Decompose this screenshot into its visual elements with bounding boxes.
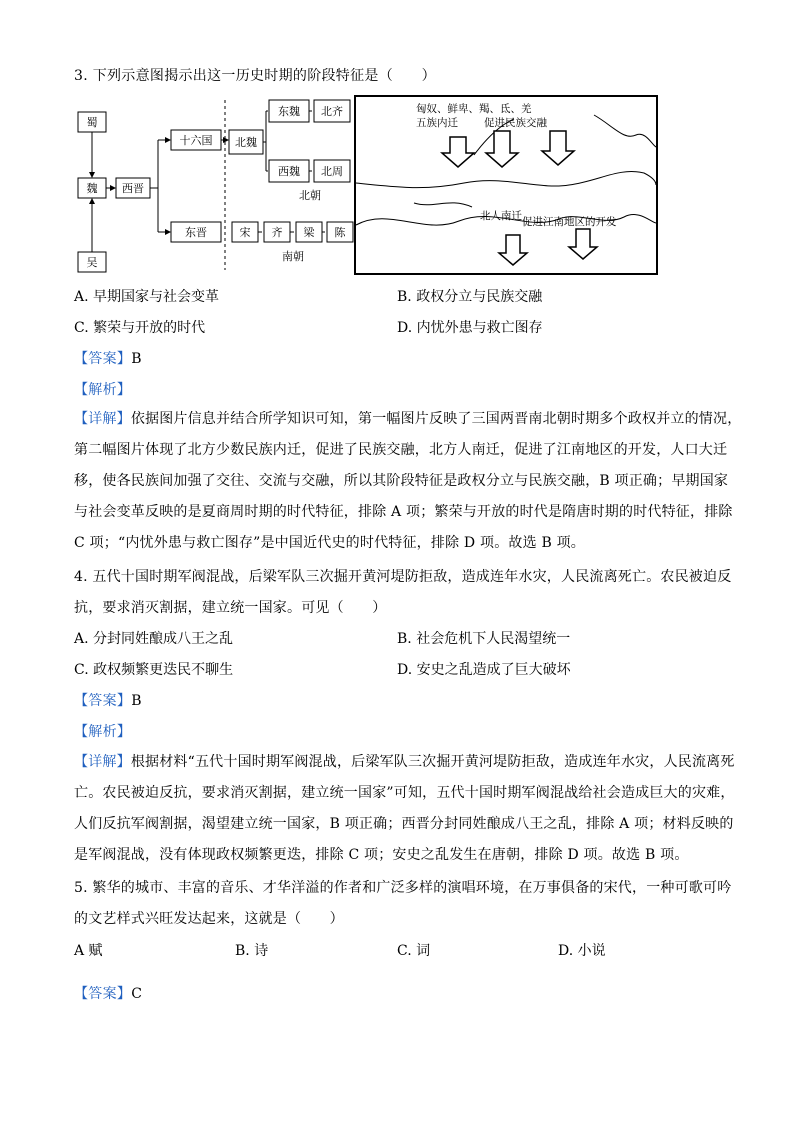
regime-diagram	[74, 92, 356, 274]
q4-detail-line: 亡。农民被迫反抗，要求消灭割据，建立统一国家”可知，五代十国时期军阀混战给社会造成巨大的灾难，	[74, 785, 735, 801]
map-north-south: 北人南迁	[480, 210, 522, 222]
diagram-xiwei: 西魏	[278, 165, 300, 178]
q3-detail-line: 与社会变革反映的是夏商周时期的时代特征，排除 A 项；繁荣与开放的时代是隋唐时期的时代特征，排除	[74, 504, 733, 520]
map-promote: 促进民族交融	[484, 117, 547, 129]
q3-option-c: C. 繁荣与开放的时代	[74, 320, 206, 336]
q3-stem: 3. 下列示意图揭示出这一历史时期的阶段特征是（ ）	[74, 68, 436, 84]
q5-answer-label: 【答案】	[74, 986, 132, 1002]
q3-answer	[74, 349, 142, 369]
q4-analysis-label: 【解析】	[74, 724, 132, 740]
map-jiangnan: 促进江南地区的开发	[522, 216, 617, 228]
q3-detail-label: 【详解】	[74, 411, 131, 427]
q4-answer	[74, 691, 142, 711]
q4-detail	[74, 747, 735, 871]
diagram-beizhou: 北周	[321, 165, 343, 178]
q4-stem-line: 抗，要求消灭割据，建立统一国家。可见（ ）	[74, 600, 387, 616]
q4-option-c: C. 政权频繁更迭民不聊生	[74, 662, 234, 678]
q5-answer-value: C	[131, 986, 143, 1002]
q4-stem	[74, 562, 732, 624]
q5-stem-line: 的文艺样式兴旺发达起来，这就是（ ）	[74, 911, 344, 927]
q4-detail-line	[74, 747, 735, 778]
q5-stem	[74, 873, 732, 935]
q4-option-b: B. 社会危机下人民渴望统一	[397, 631, 571, 647]
q5-option-a: A 赋	[74, 943, 103, 959]
q3-analysis-label: 【解析】	[74, 382, 132, 398]
q5-answer	[74, 984, 142, 1004]
q3-option-b: B. 政权分立与民族交融	[397, 289, 543, 305]
q4-option-a: A. 分封同姓酿成八王之乱	[74, 631, 234, 647]
q5-option-c: C. 词	[397, 943, 431, 959]
diagram-wu: 吴	[86, 256, 98, 269]
q4-answer-value: B	[131, 693, 142, 709]
q5-stem-line: 5. 繁华的城市、丰富的音乐、才华洋溢的作者和广泛多样的演唱环境，在万事俱备的宋代，一种可歌可吟	[74, 880, 732, 896]
diagram-beiwei: 北魏	[235, 136, 257, 149]
diagram-dongjin: 东晋	[185, 226, 207, 239]
q4-detail-label: 【详解】	[74, 754, 131, 770]
diagram-liang: 梁	[303, 226, 315, 239]
q4-option-d: D. 安史之乱造成了巨大破坏	[397, 662, 571, 678]
q3-detail-line: C 项；“内忧外患与救亡图存”是中国近代史的时代特征，排除 D 项。故选 B 项。	[74, 535, 585, 551]
diagram-chen: 陈	[334, 226, 346, 239]
q4-detail-line-text: 根据材料“五代十国时期军阀混战，后梁军队三次掘开黄河堤防拒敌，造成连年水灾，人民流离死	[130, 754, 735, 770]
q3-detail	[74, 404, 742, 559]
q3-option-a: A. 早期国家与社会变革	[74, 289, 220, 305]
q3-detail-line: 移，使各民族间加强了交往、交流与交融，所以其阶段特征是政权分立与民族交融，B 项正确；早期国家	[74, 473, 729, 489]
map-tribes: 匈奴、鲜卑、羯、氐、羌	[416, 103, 532, 115]
map-migrate-in: 五族内迁	[416, 117, 458, 129]
migration-map	[354, 95, 658, 275]
diagram-song: 宋	[239, 226, 251, 239]
q4-detail-line: 是军阀混战，没有体现政权频繁更迭，排除 C 项；安史之乱发生在唐朝，排除 D 项。故选 B 项。	[74, 847, 689, 863]
q4-detail-line: 人们反抗军阀割据，渴望建立统一国家，B 项正确；西晋分封同姓酿成八王之乱，排除 A 项；材料反映的	[74, 816, 734, 832]
q3-detail-line	[74, 404, 742, 435]
diagram-shu: 蜀	[86, 116, 98, 129]
q5-option-d: D. 小说	[558, 943, 606, 959]
diagram-beiqi: 北齐	[321, 105, 343, 118]
diagram-wei: 魏	[86, 182, 98, 195]
q5-option-b: B. 诗	[235, 943, 269, 959]
diagram-dongwei: 东魏	[278, 105, 300, 118]
q4-stem-line: 4. 五代十国时期军阀混战，后梁军队三次掘开黄河堤防拒敌，造成连年水灾，人民流离死亡。农民被迫反	[74, 569, 732, 585]
q3-option-d: D. 内忧外患与救亡图存	[397, 320, 543, 336]
diagram-qi: 齐	[271, 226, 283, 239]
q3-answer-label: 【答案】	[74, 351, 132, 367]
diagram-beichao: 北朝	[299, 189, 321, 202]
q3-detail-line-text: 依据图片信息并结合所学知识可知，第一幅图片反映了三国两晋南北朝时期多个政权并立的情况，	[130, 411, 742, 427]
diagram-nanchao: 南朝	[282, 250, 304, 263]
q3-answer-value: B	[131, 351, 142, 367]
q4-answer-label: 【答案】	[74, 693, 132, 709]
diagram-shiliuguo: 十六国	[179, 134, 213, 147]
q3-detail-line: 第二幅图片体现了北方少数民族内迁，促进了民族交融，北方人南迁，促进了江南地区的开发，人口大迁	[74, 442, 728, 458]
diagram-xijin: 西晋	[122, 182, 144, 195]
